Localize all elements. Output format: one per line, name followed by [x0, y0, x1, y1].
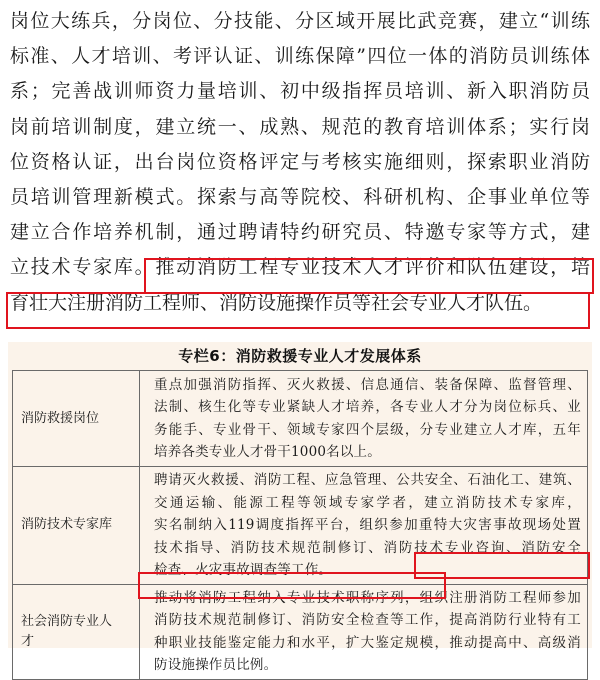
- text-line: 建立合作培养机制，通过聘请特约研究员、特邀专家等方式，建: [10, 221, 590, 244]
- table-row: [13, 371, 588, 467]
- category-line: 社会消防专业人: [21, 613, 113, 629]
- table-row: [13, 467, 588, 585]
- desc-line: 消防技术规范制修订、消防安全检查等工作，提高消防行业特有工: [154, 612, 581, 628]
- desc-line: 防设施操作员比例。: [154, 657, 278, 673]
- row-category: [13, 584, 140, 679]
- text-line: 系；完善战训师资力量培训、初中级指挥员培训、新入职消防员: [10, 80, 590, 103]
- desc-line: 检查、火灾事故调查等工作。: [154, 562, 333, 578]
- desc-line: 交通运输、能源工程等领域专家学者，建立消防技术专家库，: [154, 494, 581, 511]
- desc-line: 重点加强消防指挥、灭火救援、信息通信、装备保障、监督管理、: [154, 376, 581, 393]
- desc-line: 聘请灭火救援、消防工程、应急管理、公共安全、石油化工、建筑、: [154, 472, 581, 488]
- talent-table: [12, 370, 588, 680]
- desc-line: 技术指导、消防技术规范制修订、消防技术专业咨询、消防安全: [154, 539, 581, 556]
- text-line: 立技术专家库。推动消防工程专业技术人才评价和队伍建设，培: [10, 256, 590, 279]
- table-row: [13, 584, 588, 679]
- desc-line: 种职业技能鉴定能力和水平，扩大鉴定规模，推动提高中、高级消: [154, 634, 581, 651]
- info-panel: [8, 342, 592, 673]
- text-line: 育壮大注册消防工程师、消防设施操作员等社会专业人才队伍。: [10, 291, 543, 314]
- category-line: 才: [21, 633, 35, 649]
- text-line: 位资格认证，出台岗位资格评定与考核实施细则，探索职业消防: [10, 150, 590, 173]
- desc-line: 务能手、专业骨干、领域专家四个层级，分专业建立人才库，五年: [154, 421, 581, 438]
- desc-line: 培养各类专业人才骨干1000名以上。: [154, 444, 381, 460]
- panel-title: 专栏6：消防救援专业人才发展体系: [178, 347, 422, 365]
- desc-line: 法制、核生化等专业紧缺人才培养，各专业人才分为岗位标兵、业: [154, 399, 581, 415]
- row-category: 消防技术专家库: [13, 467, 140, 585]
- row-description: [140, 371, 588, 467]
- desc-line: 实名制纳入119调度指挥平台，组织参加重特大灾害事故现场处置: [154, 517, 581, 533]
- text-line: 岗前培训制度，建立统一、成熟、规范的教育培训体系；实行岗: [10, 115, 590, 138]
- row-description: [140, 584, 588, 679]
- row-category: 消防救援岗位: [13, 371, 140, 467]
- body-paragraph: [10, 4, 590, 321]
- text-line: 员培训管理新模式。探索与高等院校、科研机构、企事业单位等: [10, 185, 590, 208]
- text-line: 标准、人才培训、考评认证、训练保障”四位一体的消防员训练体: [10, 45, 590, 68]
- row-description: [140, 467, 588, 585]
- desc-line: 推动将消防工程纳入专业技术职称序列，组织注册消防工程师参加: [154, 589, 581, 606]
- text-line: 岗位大练兵，分岗位、分技能、分区域开展比武竞赛，建立“训练: [10, 10, 590, 32]
